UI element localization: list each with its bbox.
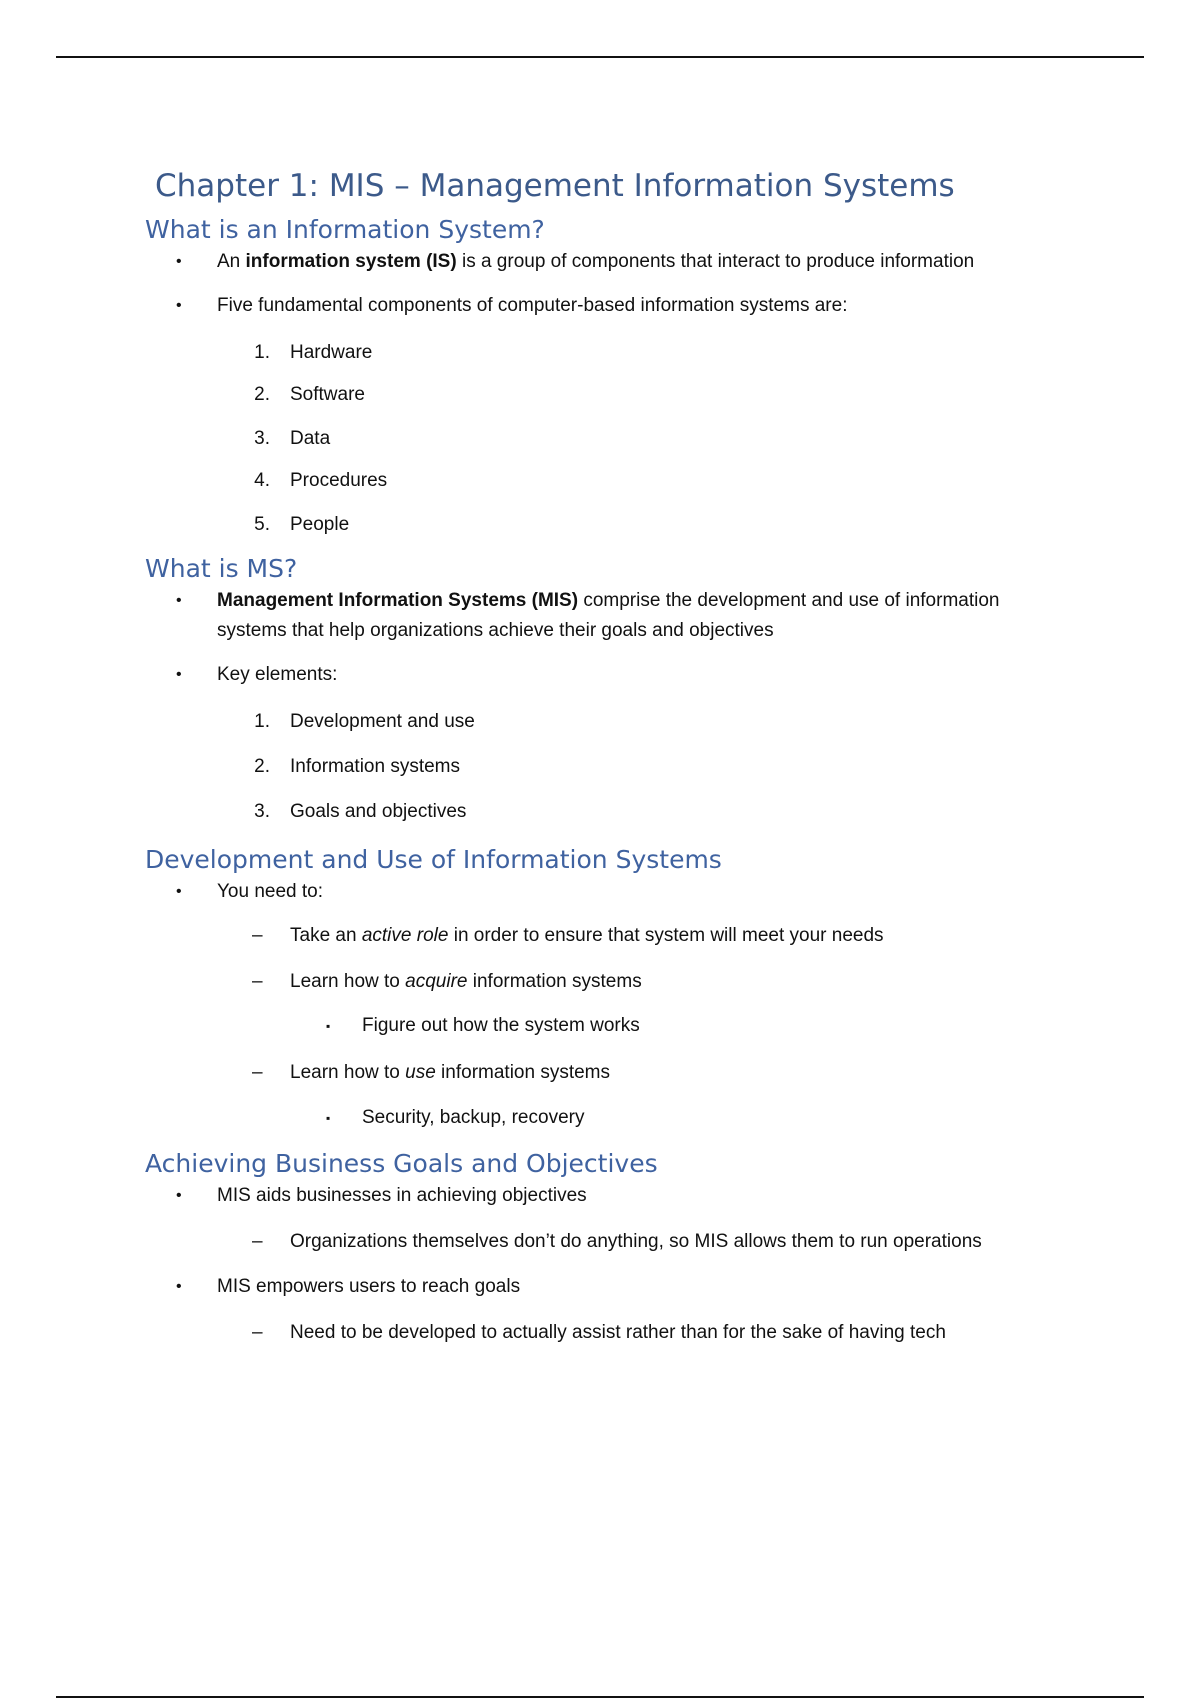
sub-point-security: Security, backup, recovery [362,1107,585,1128]
heading-what-is-is: What is an Information System? [145,215,545,244]
list-number: 3. [254,428,270,449]
is-definition: An information system (IS) is a group of components that interact to produce information [217,251,975,272]
developed-to-assist: Need to be developed to actually assist rather than for the sake of having tech [290,1322,946,1343]
key-element-item: Information systems [290,756,460,777]
heading-what-is-ms: What is MS? [145,554,298,583]
bullet-marker: • [176,1278,182,1295]
component-item: Software [290,384,365,405]
header-rule [56,56,1144,58]
list-number: 1. [254,342,270,363]
heading-development-use: Development and Use of Information Systems [145,845,722,874]
square-marker: ▪ [326,1019,331,1033]
organizations-operations: Organizations themselves don’t do anything, so MIS allows them to run operations [290,1231,982,1252]
bullet-marker: • [176,883,182,900]
dash-marker: – [252,1231,263,1252]
bullet-marker: • [176,1187,182,1204]
list-number: 5. [254,514,270,535]
footer-rule [56,1696,1144,1698]
list-number: 2. [254,756,270,777]
key-element-item: Development and use [290,711,475,732]
list-number: 4. [254,470,270,491]
sub-point-figure-out: Figure out how the system works [362,1015,640,1036]
list-number: 3. [254,801,270,822]
component-item: Procedures [290,470,388,491]
dash-marker: – [252,971,263,992]
component-item: People [290,514,350,535]
page-title: Chapter 1: MIS – Management Information Systems [155,168,955,204]
dash-marker: – [252,1062,263,1083]
mis-definition-continued: systems that help organizations achieve their goals and objectives [217,620,774,641]
component-item: Data [290,428,331,449]
dash-marker: – [252,1322,263,1343]
mis-empowers-users: MIS empowers users to reach goals [217,1276,521,1297]
need-active-role: Take an active role in order to ensure that system will meet your needs [290,925,884,946]
key-elements-intro: Key elements: [217,664,338,685]
need-acquire: Learn how to acquire information systems [290,971,642,992]
need-use: Learn how to use information systems [290,1062,611,1083]
list-number: 2. [254,384,270,405]
bullet-marker: • [176,297,182,314]
bullet-marker: • [176,253,182,270]
key-element-item: Goals and objectives [290,801,467,822]
component-item: Hardware [290,342,373,363]
square-marker: ▪ [326,1111,331,1125]
heading-business-goals: Achieving Business Goals and Objectives [145,1149,658,1178]
list-number: 1. [254,711,270,732]
dash-marker: – [252,925,263,946]
you-need-to: You need to: [217,881,324,902]
components-intro: Five fundamental components of computer-based information systems are: [217,295,848,316]
bullet-marker: • [176,666,182,683]
mis-definition: Management Information Systems (MIS) comprise the development and use of information [217,590,1000,611]
bullet-marker: • [176,592,182,609]
mis-aids-businesses: MIS aids businesses in achieving objectives [217,1185,587,1206]
